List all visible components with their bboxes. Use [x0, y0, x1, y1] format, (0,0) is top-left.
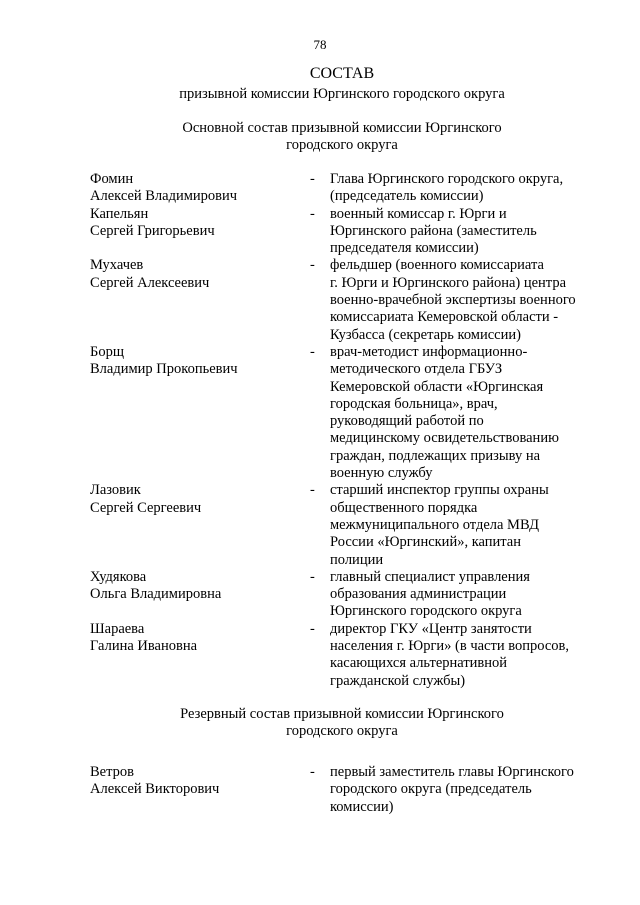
member-name	[90, 621, 310, 690]
member-role-line: военно-врачебной экспертизы военного	[330, 292, 576, 309]
member-role-line: методического отдела ГБУЗ	[330, 361, 503, 378]
member-name-line: Капельян	[90, 205, 149, 222]
member-role	[330, 171, 600, 206]
member-role-line: образования администрации	[330, 586, 507, 603]
member-role-line: военную службу	[330, 465, 433, 482]
member-role	[330, 764, 600, 816]
member-name-line: Сергей Григорьевич	[90, 222, 215, 239]
member-role-line: (председатель комиссии)	[330, 188, 484, 205]
member-dash: -	[310, 482, 315, 499]
member-role	[330, 569, 600, 621]
member-dash: -	[310, 343, 315, 360]
member-dash: -	[310, 568, 315, 585]
main-members-list	[90, 171, 600, 690]
member-row	[90, 764, 600, 816]
member-dash: -	[310, 171, 315, 187]
member-role-line: медицинскому освидетельствованию	[330, 430, 559, 447]
main-section-title-line: Основной состав призывной комиссии Юргинского	[182, 120, 502, 136]
member-name	[90, 569, 310, 621]
member-role	[330, 482, 600, 568]
member-role-line: Кузбасса (секретарь комиссии)	[330, 326, 521, 343]
member-role-line: межмуниципального отдела МВД	[330, 516, 539, 533]
member-name	[90, 482, 310, 568]
member-dash: -	[310, 205, 315, 222]
main-section-title-line: городского округа	[286, 137, 398, 153]
member-name-line: Сергей Сергеевич	[90, 499, 202, 516]
member-role-line: председателя комиссии)	[330, 240, 479, 257]
member-role-line: комиссии)	[330, 798, 394, 815]
member-role-line: полиции	[330, 551, 384, 568]
member-row	[90, 482, 600, 568]
member-role-line: Юргинского городского округа	[330, 603, 522, 620]
member-role-line: городского округа (председатель	[330, 781, 532, 798]
member-name-line: Алексей Владимирович	[90, 188, 238, 205]
member-name-line: Галина Ивановна	[90, 638, 198, 655]
member-role-line: Юргинского района (заместитель	[330, 222, 537, 239]
member-name-line: Худякова	[90, 568, 147, 585]
member-role-line: старший инспектор группы охраны	[330, 482, 549, 499]
member-row	[90, 257, 600, 343]
member-name-line: Шараева	[90, 620, 145, 637]
member-role-line: главный специалист управления	[330, 568, 530, 585]
member-row	[90, 206, 600, 258]
member-role-line: г. Юрги и Юргинского района) центра	[330, 274, 567, 291]
member-name-line: Сергей Алексеевич	[90, 274, 210, 291]
member-role-line: руководящий работой по	[330, 413, 484, 430]
member-role-line: комиссариата Кемеровской области -	[330, 309, 559, 326]
reserve-members-list	[90, 764, 600, 816]
document-title: СОСТАВ	[309, 65, 375, 82]
member-name	[90, 257, 310, 343]
member-role-line: России «Юргинский», капитан	[330, 534, 521, 551]
member-role	[330, 206, 600, 258]
main-section-title	[0, 120, 640, 154]
member-name-line: Лазовик	[90, 482, 141, 499]
member-role-line: первый заместитель главы Юргинского	[330, 764, 574, 780]
member-role-line: касающихся альтернативной	[330, 655, 508, 672]
member-name	[90, 206, 310, 258]
member-dash: -	[310, 620, 315, 637]
member-dash: -	[310, 257, 315, 274]
member-name	[90, 764, 310, 816]
page-number: 78	[313, 37, 327, 52]
member-row	[90, 344, 600, 482]
member-role-line: граждан, подлежащих призыву на	[330, 447, 541, 464]
member-name-line: Владимир Прокопьевич	[90, 361, 238, 378]
member-role-line: гражданской службы)	[330, 672, 466, 689]
member-row	[90, 621, 600, 690]
member-name-line: Борщ	[90, 343, 124, 360]
member-role-line: населения г. Юрги» (в части вопросов,	[330, 638, 569, 655]
member-name	[90, 171, 310, 206]
member-name-line: Ветров	[90, 764, 134, 780]
member-name-line: Мухачев	[90, 257, 144, 274]
member-role-line: фельдшер (военного комиссариата	[330, 257, 544, 274]
member-name-line: Фомин	[90, 171, 134, 187]
member-row	[90, 171, 600, 206]
member-name-line: Ольга Владимировна	[90, 586, 222, 603]
member-role-line: врач-методист информационно-	[330, 343, 528, 360]
member-role-line: Кемеровской области «Юргинская	[330, 378, 544, 395]
member-role	[330, 344, 600, 482]
document-subtitle: призывной комиссии Юргинского городского округа	[179, 86, 505, 102]
member-role	[330, 621, 600, 690]
reserve-section-title-line: городского округа	[286, 723, 398, 739]
member-dash: -	[310, 764, 315, 780]
member-name	[90, 344, 310, 482]
member-role-line: военный комиссар г. Юрги и	[330, 205, 507, 222]
member-role	[330, 257, 600, 343]
member-name-line: Алексей Викторович	[90, 781, 220, 798]
member-role-line: общественного порядка	[330, 499, 478, 516]
reserve-section-title	[0, 706, 640, 740]
reserve-section-title-line: Резервный состав призывной комиссии Юргинского	[180, 706, 504, 722]
member-row	[90, 569, 600, 621]
member-role-line: городская больница», врач,	[330, 395, 498, 412]
member-role-line: директор ГКУ «Центр занятости	[330, 620, 532, 637]
member-role-line: Глава Юргинского городского округа,	[330, 171, 564, 187]
